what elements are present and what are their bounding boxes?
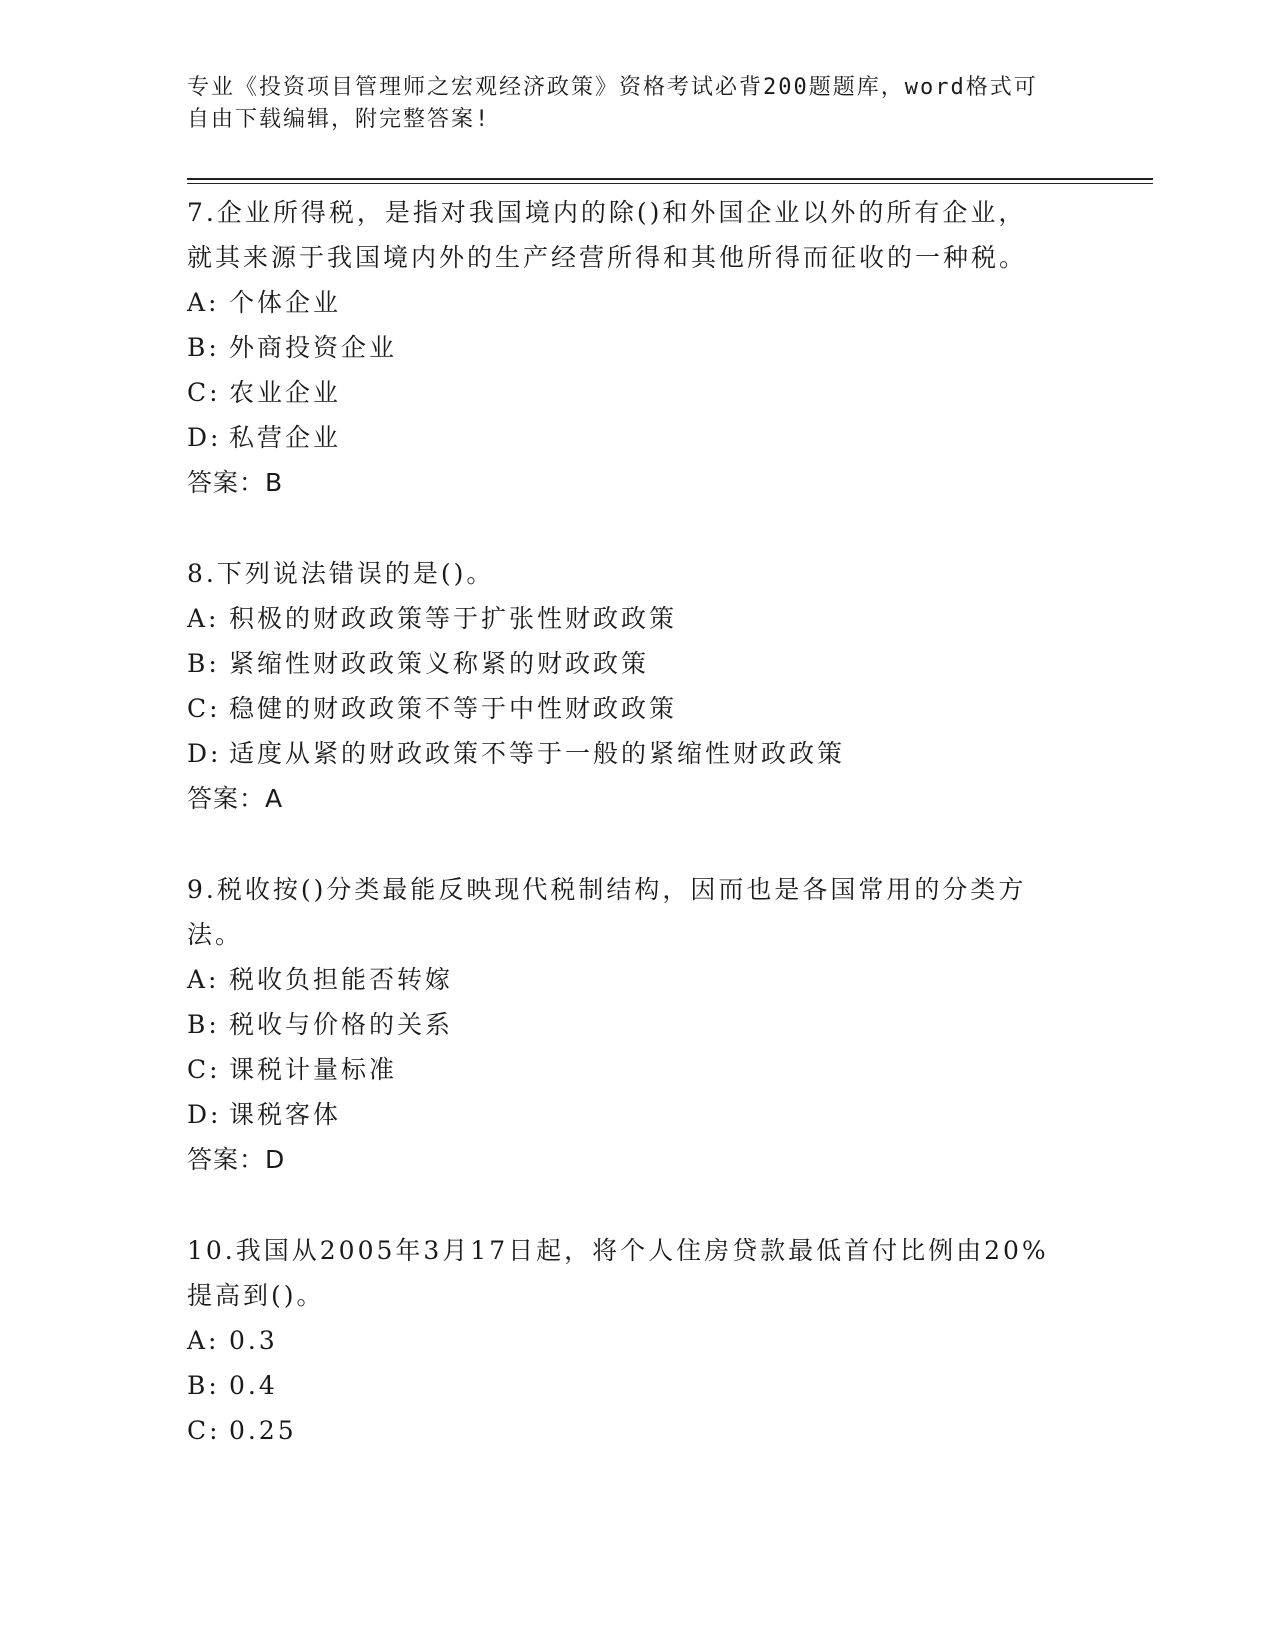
option-d — [187, 731, 1087, 776]
question-9 — [187, 867, 1087, 1182]
question-7 — [187, 190, 1087, 505]
option-d — [187, 1092, 1087, 1137]
option-a — [187, 1318, 1087, 1363]
option-c — [187, 686, 1087, 731]
question-10 — [187, 1228, 1087, 1453]
option-letter: C: — [187, 1416, 221, 1445]
header-line-1: 专业《投资项目管理师之宏观经济政策》资格考试必背200题题库，word格式可 — [187, 75, 1038, 100]
option-letter: D: — [187, 1100, 222, 1129]
option-text: 0.25 — [229, 1416, 297, 1445]
option-text: 外商投资企业 — [229, 333, 398, 362]
header-line-2: 自由下载编辑，附完整答案! — [187, 107, 491, 132]
option-text: 课税计量标准 — [229, 1055, 398, 1084]
option-text: 私营企业 — [229, 423, 342, 452]
option-text: 0.4 — [229, 1371, 278, 1400]
question-stem-line: 就其来源于我国境内外的生产经营所得和其他所得而征收的一种税。 — [187, 243, 1028, 272]
question-stem-line: 9.税收按()分类最能反映现代税制结构，因而也是各国常用的分类方 — [187, 875, 1027, 904]
option-text: 个体企业 — [229, 288, 342, 317]
option-letter: A: — [187, 604, 220, 633]
option-a — [187, 280, 1087, 325]
option-letter: C: — [187, 1055, 221, 1084]
option-text: 课税客体 — [229, 1100, 342, 1129]
option-letter: B: — [187, 1010, 220, 1039]
option-text: 税收与价格的关系 — [229, 1010, 454, 1039]
option-b — [187, 641, 1087, 686]
option-letter: B: — [187, 1371, 220, 1400]
option-b — [187, 1002, 1087, 1047]
option-text: 农业企业 — [229, 378, 342, 407]
option-letter: A: — [187, 965, 220, 994]
document-header — [187, 72, 1067, 136]
header-divider-thin — [187, 183, 1153, 184]
option-d — [187, 415, 1087, 460]
option-letter: D: — [187, 739, 222, 768]
question-list — [187, 190, 1087, 1453]
question-stem-line: 提高到()。 — [187, 1281, 325, 1310]
option-text: 紧缩性财政政策义称紧的财政政策 — [229, 649, 650, 678]
option-letter: A: — [187, 1326, 220, 1355]
option-text: 适度从紧的财政政策不等于一般的紧缩性财政政策 — [229, 739, 846, 768]
option-a — [187, 957, 1087, 1002]
option-letter: A: — [187, 288, 220, 317]
option-letter: D: — [187, 423, 222, 452]
answer-line: 答案：A — [187, 784, 284, 813]
option-b — [187, 1363, 1087, 1408]
option-letter: C: — [187, 694, 221, 723]
option-text: 税收负担能否转嫁 — [229, 965, 454, 994]
answer-line: 答案：B — [187, 468, 284, 497]
option-c — [187, 1408, 1087, 1453]
answer-line: 答案：D — [187, 1145, 286, 1174]
question-stem-line: 7.企业所得税，是指对我国境内的除()和外国企业以外的所有企业， — [187, 198, 1027, 227]
option-letter: B: — [187, 649, 220, 678]
option-b — [187, 325, 1087, 370]
question-8 — [187, 551, 1087, 821]
header-divider-thick — [187, 178, 1153, 180]
option-text: 0.3 — [229, 1326, 278, 1355]
option-text: 积极的财政政策等于扩张性财政政策 — [229, 604, 678, 633]
question-stem-line: 8.下列说法错误的是()。 — [187, 559, 495, 588]
option-text: 稳健的财政政策不等于中性财政政策 — [229, 694, 678, 723]
question-stem-line: 法。 — [187, 920, 244, 949]
option-c — [187, 1047, 1087, 1092]
option-letter: C: — [187, 378, 221, 407]
question-stem-line: 10.我国从2005年3月17日起，将个人住房贷款最低首付比例由20% — [187, 1236, 1049, 1265]
option-letter: B: — [187, 333, 220, 362]
option-a — [187, 596, 1087, 641]
option-c — [187, 370, 1087, 415]
